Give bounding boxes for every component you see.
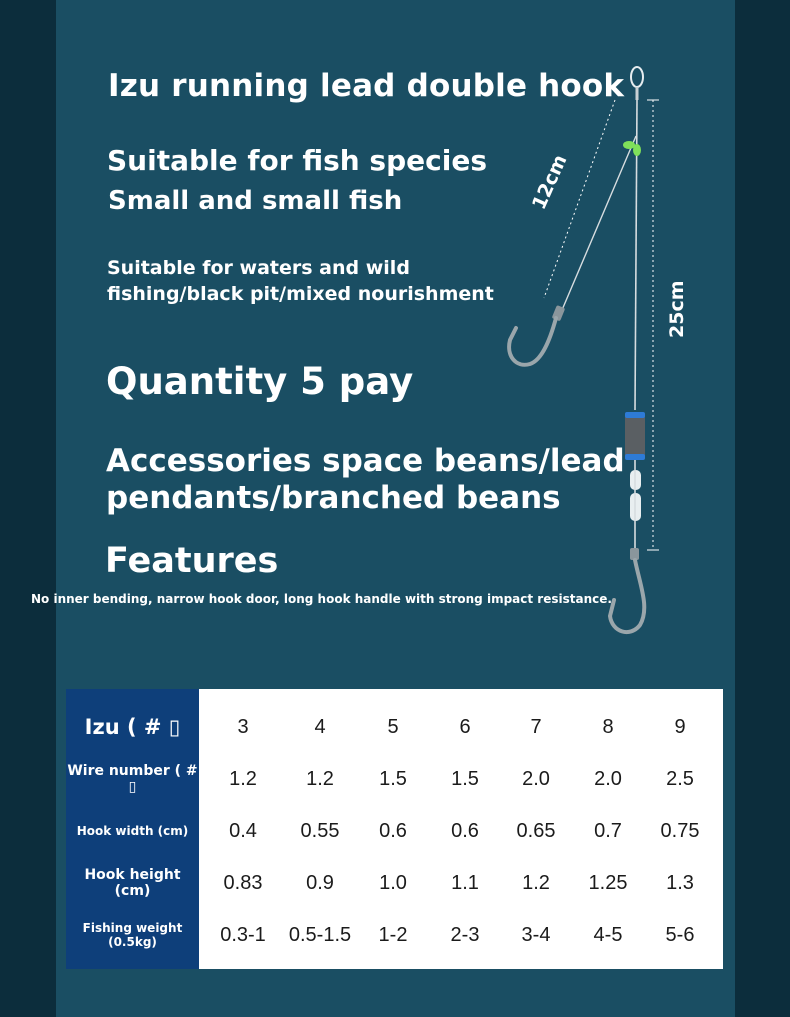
branch-length-label: 12cm	[528, 151, 572, 213]
table-cell: 2.0	[522, 767, 550, 790]
table-cell: 1.5	[451, 767, 479, 790]
table-row	[66, 701, 723, 753]
table-cell: 1.1	[451, 871, 479, 894]
accessories-line-1: Accessories space beans/lead	[106, 443, 625, 479]
table-cell: 3	[237, 715, 249, 738]
spec-table	[66, 689, 723, 969]
table-cell: 0.5-1.5	[288, 923, 352, 946]
table-cell: 0.4	[229, 819, 257, 842]
table-cell: 0.3-1	[220, 923, 266, 946]
table-cell: 0.83	[223, 871, 263, 894]
table-cell: 0.65	[516, 819, 556, 842]
table-cell: 5-6	[665, 923, 695, 946]
table-cell: 1.25	[588, 871, 628, 894]
table-cell: 1.2	[306, 767, 334, 790]
lead-sinker-icon	[625, 412, 645, 460]
row-header: Hook width (cm)	[76, 824, 189, 838]
table-row	[66, 753, 723, 805]
main-length-label: 25cm	[666, 280, 688, 338]
table-cell: 1.2	[229, 767, 257, 790]
species-value: Small and small fish	[108, 186, 403, 216]
table-cell: 1.0	[379, 871, 407, 894]
upper-hook-icon	[509, 318, 556, 365]
features-description: No inner bending, narrow hook door, long hook handle with strong impact resistance.	[31, 592, 612, 606]
table-cell: 0.75	[660, 819, 700, 842]
table-row	[66, 857, 723, 909]
lower-hook-icon	[610, 560, 644, 632]
table-cell: 0.6	[451, 819, 479, 842]
table-row	[66, 805, 723, 857]
table-cell: 0.55	[300, 819, 340, 842]
waters-line-2: fishing/black pit/mixed nourishment	[107, 283, 494, 305]
table-cell: 4-5	[593, 923, 623, 946]
table-cell: 6	[459, 715, 471, 738]
table-cell: 0.9	[306, 871, 334, 894]
table-cell: 5	[387, 715, 399, 738]
table-cell: 3-4	[521, 923, 551, 946]
row-header: Izu ( # ▯	[84, 715, 181, 739]
row-header: Wire number ( # ▯	[67, 763, 198, 795]
table-cell: 8	[602, 715, 614, 738]
quantity-text: Quantity 5 pay	[106, 360, 414, 403]
table-cell: 9	[674, 715, 686, 738]
table-cell: 0.6	[379, 819, 407, 842]
table-cell: 1.3	[666, 871, 694, 894]
row-header: Fishing weight (0.5kg)	[82, 921, 183, 949]
table-cell: 1-2	[378, 923, 408, 946]
table-cell: 2.0	[594, 767, 622, 790]
features-heading: Features	[105, 541, 279, 581]
table-cell: 1.5	[379, 767, 407, 790]
table-cell: 0.7	[594, 819, 622, 842]
table-cell: 2.5	[666, 767, 694, 790]
fishing-rig-illustration	[490, 60, 700, 640]
table-cell: 2-3	[450, 923, 480, 946]
product-title: Izu running lead double hook	[108, 68, 625, 104]
branch-line	[562, 136, 636, 310]
table-row	[66, 909, 723, 961]
table-cell: 7	[530, 715, 542, 738]
species-heading: Suitable for fish species	[107, 144, 487, 177]
top-loop-icon	[631, 67, 643, 87]
waters-line-1: Suitable for waters and wild	[107, 257, 410, 279]
accessories-line-2: pendants/branched beans	[106, 480, 561, 516]
row-header: Hook height (cm)	[84, 867, 181, 899]
table-cell: 1.2	[522, 871, 550, 894]
green-bean-icon	[623, 141, 635, 149]
waters-text	[107, 255, 494, 307]
table-cell: 4	[314, 715, 326, 738]
